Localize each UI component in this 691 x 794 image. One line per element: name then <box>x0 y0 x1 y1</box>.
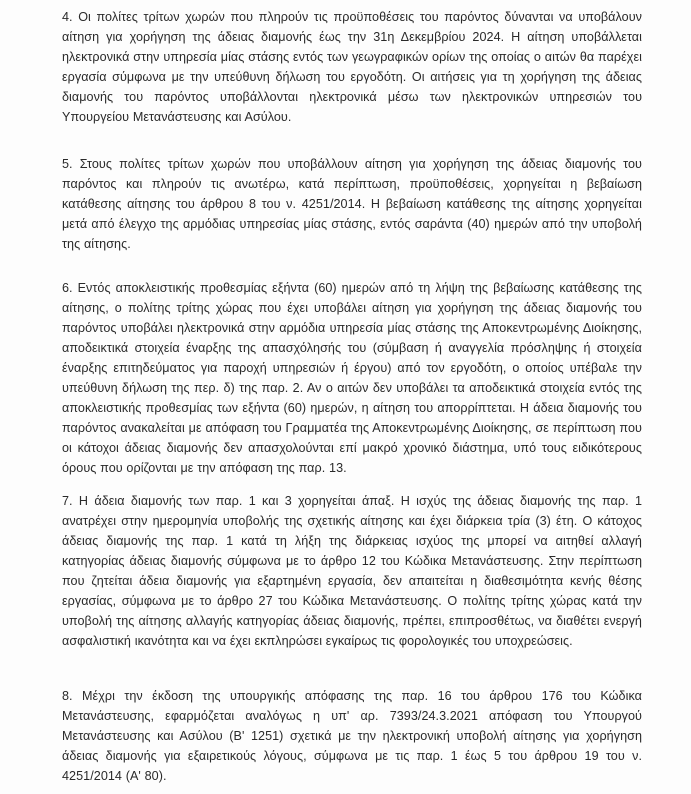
paragraph-6: 6. Εντός αποκλειστικής προθεσμίας εξήντα (60) ημερών από τη λήψη της βεβαίωσης κατάθεσης της αίτησης, ο πολίτης τρίτης χώρας που έχει υποβάλει αίτηση για χορήγηση της άδειας διαμονής του παρόντος υποβάλει ηλεκτρονικά στην αρμόδια υπηρεσία μίας στάσης της Αποκεντρωμένης Διοίκησης, αποδεικτικά στοιχεία έναρξης της απασχόλησής του (σύμβαση ή αναγγελία πρόσληψης ή στοιχεία έναρξης επιτηδεύματος για παροχή υπηρεσιών ή έργου) από τον εργοδότη, ο οποίος υπέβαλε την υπεύθυνη δήλωση της περ. δ) της παρ. 2. Αν ο αιτών δεν υποβάλει τα αποδεικτικά στοιχεία εντός της αποκλειστικής προθεσμίας των εξήντα (60) ημερών, η αίτηση του απορρίπτεται. Η άδεια διαμονής του παρόντος ανακαλείται με απόφαση του Γραμματέα της Αποκεντρωμένης Διοίκησης, σε περίπτωση που οι κάτοχοι άδειας διαμονής δεν απασχολούνται επί μακρό χρονικό διάστημα, υπό τους ειδικότερους όρους που ορίζονται με την απόφαση της παρ. 13. <box>62 281 642 475</box>
paragraph-4: 4. Οι πολίτες τρίτων χωρών που πληρούν τις προϋποθέσεις του παρόντος δύνανται να υποβάλουν αίτηση για χορήγηση της άδειας διαμονής έως την 31η Δεκεμβρίου 2024. Η αίτηση υποβάλλεται ηλεκτρονικά στην υπηρεσία μίας στάσης εντός των γεωγραφικών ορίων της οποίας ο αιτών θα παρέχει εργασία σύμφωνα με την υπεύθυνη δήλωση του εργοδότη. Οι αιτήσεις για τη χορήγηση της άδειας διαμονής του παρόντος υποβάλλονται ηλεκτρονικά μέσω των ηλεκτρονικών υπηρεσιών του Υπουργείου Μετανάστευσης και Ασύλου. <box>62 10 642 124</box>
paragraph-5: 5. Στους πολίτες τρίτων χωρών που υποβάλλουν αίτηση για χορήγηση της άδειας διαμονής του παρόντος και πληρούν τις ανωτέρω, κατά περίπτωση, προϋποθέσεις, χορηγείται η βεβαίωση κατάθεσης αίτησης του άρθρου 8 του ν. 4251/2014. Η βεβαίωση κατάθεσης της αίτησης χορηγείται μετά από έλεγχο της αρμόδιας υπηρεσίας μίας στάσης, εντός σαράντα (40) ημερών από την υποβολή της αίτησης. <box>62 157 642 251</box>
paragraph-8: 8. Μέχρι την έκδοση της υπουργικής απόφασης της παρ. 16 του άρθρου 176 του Κώδικα Μετανάστευσης, εφαρμόζεται αναλόγως η υπ' αρ. 7393/24.3.2021 απόφαση του Υπουργού Μετανάστευσης και Ασύλου (Β' 1251) σχετικά με την ηλεκτρονική υποβολή αίτησης για χορήγηση άδειας διαμονής για εξαιρετικούς λόγους, σύμφωνα με τις παρ. 1 έως 5 του άρθρου 19 του ν. 4251/2014 (Α' 80). <box>62 689 642 783</box>
paragraph-7: 7. Η άδεια διαμονής των παρ. 1 και 3 χορηγείται άπαξ. Η ισχύς της άδειας διαμονής της παρ. 1 ανατρέχει στην ημερομηνία υποβολής της σχετικής αίτησης και έχει διάρκεια τρία (3) έτη. Ο κάτοχος άδειας διαμονής της παρ. 1 κατά τη λήξη της διάρκειας ισχύος της μπορεί να αιτηθεί αλλαγή κατηγορίας άδειας διαμονής σύμφωνα με το άρθρο 12 του Κώδικα Μετανάστευσης. Στην περίπτωση που ζητείται άδεια διαμονής για εξαρτημένη εργασία, δεν απαιτείται η διαθεσιμότητα κενής θέσης εργασίας, σύμφωνα με το άρθρο 27 του Κώδικα Μετανάστευσης. Ο πολίτης τρίτης χώρας κατά την υποβολή της αίτησης αλλαγής κατηγορίας άδειας διαμονής, πρέπει, επιπροσθέτως, να διαθέτει ενεργή ασφαλιστική ικανότητα και να έχει εκπληρώσει εγκαίρως τις φορολογικές του υποχρεώσεις. <box>62 494 642 648</box>
